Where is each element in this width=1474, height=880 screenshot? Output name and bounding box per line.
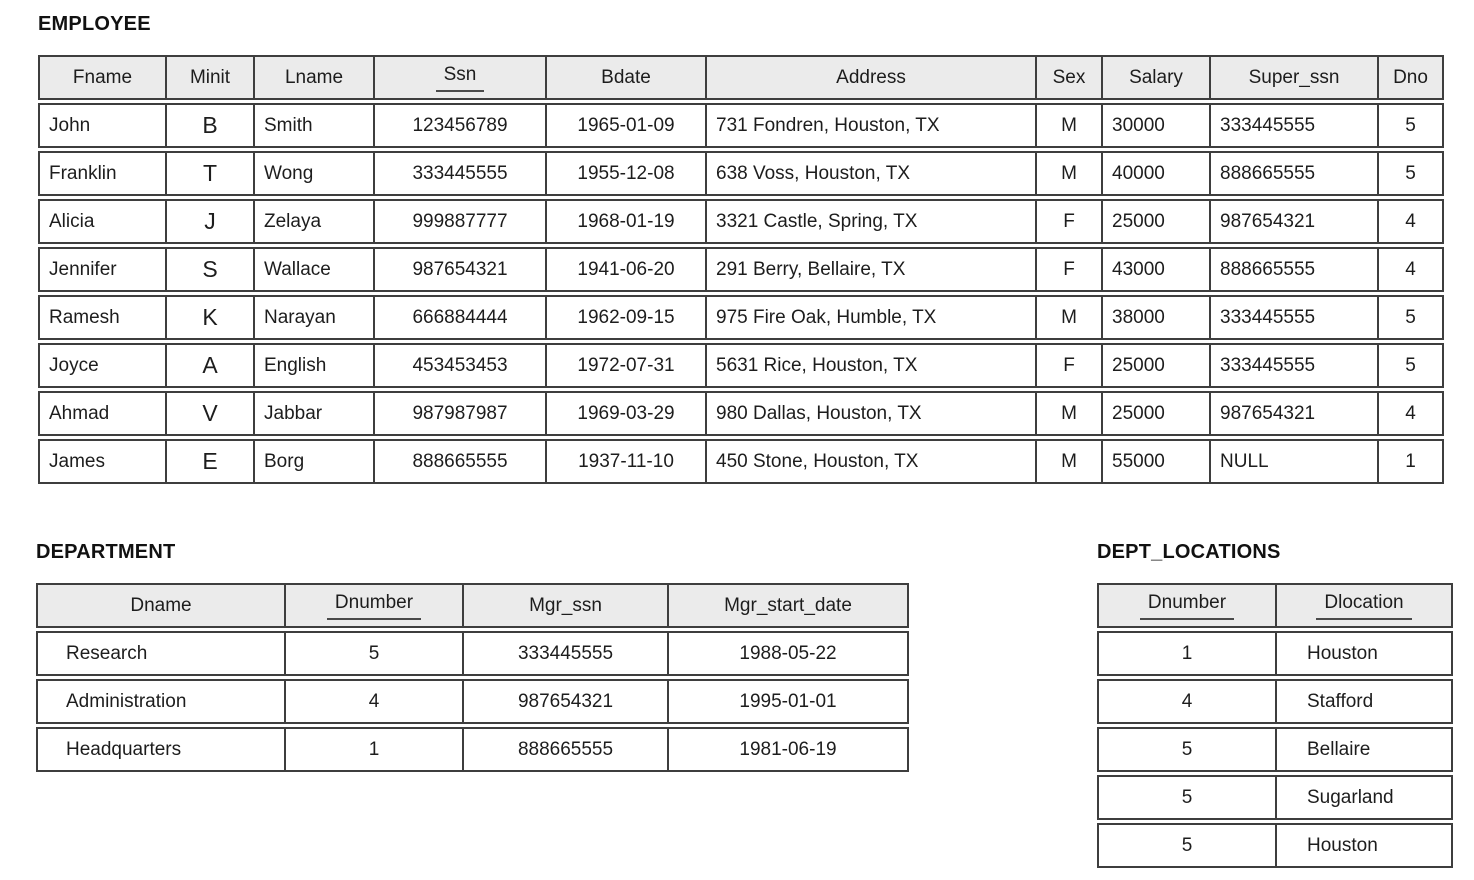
table-cell: 30000 xyxy=(1101,105,1209,146)
col-header-mgr_start_date xyxy=(667,585,907,626)
table-cell: K xyxy=(165,297,253,338)
table-cell: 999887777 xyxy=(373,201,545,242)
table-cell: 987654321 xyxy=(462,681,667,722)
dept_locations-row-4 xyxy=(1097,823,1453,868)
col-header-lname xyxy=(253,57,373,98)
table-cell: Stafford xyxy=(1275,681,1451,722)
department-header-row xyxy=(36,583,909,628)
department-row-1 xyxy=(36,679,909,724)
table-cell: 5631 Rice, Houston, TX xyxy=(705,345,1035,386)
table-cell: 40000 xyxy=(1101,153,1209,194)
table-cell: 1968-01-19 xyxy=(545,201,705,242)
attribute-label: Bdate xyxy=(601,66,651,88)
table-cell: A xyxy=(165,345,253,386)
table-cell: 1972-07-31 xyxy=(545,345,705,386)
table-cell: 1965-01-09 xyxy=(545,105,705,146)
table-cell: 666884444 xyxy=(373,297,545,338)
department-table-section xyxy=(36,540,909,772)
table-cell: Headquarters xyxy=(66,738,182,760)
dept_locations-row-0 xyxy=(1097,631,1453,676)
employee-row-3 xyxy=(38,247,1444,292)
attribute-label: Mgr_start_date xyxy=(724,594,852,616)
table-cell: 1937-11-10 xyxy=(545,441,705,482)
employee-row-5 xyxy=(38,343,1444,388)
dept-locations-table xyxy=(1097,583,1453,868)
attribute-label: Salary xyxy=(1129,66,1183,88)
table-cell: 1 xyxy=(284,729,462,770)
col-header-minit xyxy=(165,57,253,98)
table-cell: 4 xyxy=(1377,393,1442,434)
dept_locations-row-3 xyxy=(1097,775,1453,820)
col-header-super_ssn xyxy=(1209,57,1377,98)
table-cell: 888665555 xyxy=(373,441,545,482)
table-cell: 5 xyxy=(1377,345,1442,386)
table-cell: Ramesh xyxy=(49,306,120,328)
table-cell: 291 Berry, Bellaire, TX xyxy=(705,249,1035,290)
dept_locations-row-1 xyxy=(1097,679,1453,724)
table-cell: Alicia xyxy=(49,210,95,232)
table-cell: Administration xyxy=(66,690,187,712)
employee-row-7 xyxy=(38,439,1444,484)
table-cell: 987987987 xyxy=(373,393,545,434)
table-cell: 888665555 xyxy=(1209,153,1377,194)
table-cell: Houston xyxy=(1275,633,1451,674)
table-cell: M xyxy=(1035,153,1101,194)
table-cell: F xyxy=(1035,201,1101,242)
table-cell: 975 Fire Oak, Humble, TX xyxy=(705,297,1035,338)
dept_locations-header-row xyxy=(1097,583,1453,628)
table-cell: 3321 Castle, Spring, TX xyxy=(705,201,1035,242)
table-cell: 333445555 xyxy=(1209,105,1377,146)
table-cell: Research xyxy=(66,642,148,664)
table-cell: 888665555 xyxy=(462,729,667,770)
table-cell: 1 xyxy=(1377,441,1442,482)
key-attribute-label: Ssn xyxy=(436,63,485,92)
table-cell: 1995-01-01 xyxy=(667,681,907,722)
col-header-salary xyxy=(1101,57,1209,98)
employee-row-6 xyxy=(38,391,1444,436)
attribute-label: Fname xyxy=(72,66,133,88)
table-cell: Narayan xyxy=(253,297,373,338)
table-cell: 5 xyxy=(1377,105,1442,146)
attribute-label: Address xyxy=(836,66,906,88)
department-row-0 xyxy=(36,631,909,676)
table-cell: M xyxy=(1035,105,1101,146)
department-table-title: DEPARTMENT xyxy=(36,541,176,563)
table-cell: 333445555 xyxy=(1209,297,1377,338)
table-cell: 4 xyxy=(1377,249,1442,290)
table-cell: M xyxy=(1035,297,1101,338)
table-cell: 731 Fondren, Houston, TX xyxy=(705,105,1035,146)
dept-locations-table-title: DEPT_LOCATIONS xyxy=(1097,541,1281,563)
table-cell: Joyce xyxy=(49,354,99,376)
attribute-label: Super_ssn xyxy=(1248,66,1340,88)
table-cell: John xyxy=(49,114,91,136)
table-cell: Houston xyxy=(1275,825,1451,866)
table-cell: Borg xyxy=(253,441,373,482)
table-cell: Wallace xyxy=(253,249,373,290)
col-header-dno xyxy=(1377,57,1442,98)
attribute-label: Dname xyxy=(130,594,192,616)
col-header-ssn xyxy=(373,57,545,98)
key-attribute-label: Dnumber xyxy=(327,591,421,620)
table-cell: F xyxy=(1035,345,1101,386)
table-cell: 5 xyxy=(1377,297,1442,338)
table-cell: J xyxy=(165,201,253,242)
table-cell: Franklin xyxy=(49,162,117,184)
table-cell: 4 xyxy=(284,681,462,722)
table-cell: T xyxy=(165,153,253,194)
table-cell: 5 xyxy=(1181,834,1193,856)
table-cell: 1969-03-29 xyxy=(545,393,705,434)
col-header-mgr_ssn xyxy=(462,585,667,626)
employee-header-row xyxy=(38,55,1444,100)
table-cell: 453453453 xyxy=(373,345,545,386)
table-cell: 1988-05-22 xyxy=(667,633,907,674)
attribute-label: Minit xyxy=(189,66,231,88)
employee-row-4 xyxy=(38,295,1444,340)
table-cell: M xyxy=(1035,393,1101,434)
table-cell: M xyxy=(1035,441,1101,482)
table-cell: 987654321 xyxy=(1209,201,1377,242)
key-attribute-label: Dnumber xyxy=(1140,591,1234,620)
dept-locations-table-section xyxy=(1097,540,1453,868)
table-cell: NULL xyxy=(1209,441,1377,482)
table-cell: 450 Stone, Houston, TX xyxy=(705,441,1035,482)
table-cell: 43000 xyxy=(1101,249,1209,290)
table-cell: 1941-06-20 xyxy=(545,249,705,290)
employee-table xyxy=(38,55,1444,484)
attribute-label: Lname xyxy=(284,66,344,88)
table-cell: Ahmad xyxy=(49,402,110,424)
table-cell: Jabbar xyxy=(253,393,373,434)
table-cell: 1981-06-19 xyxy=(667,729,907,770)
table-cell: 333445555 xyxy=(373,153,545,194)
table-cell: Zelaya xyxy=(253,201,373,242)
table-cell: 4 xyxy=(1181,690,1193,712)
employee-row-2 xyxy=(38,199,1444,244)
table-cell: 1962-09-15 xyxy=(545,297,705,338)
table-cell: Bellaire xyxy=(1275,729,1451,770)
table-cell: James xyxy=(49,450,105,472)
employee-row-1 xyxy=(38,151,1444,196)
col-header-dnumber xyxy=(284,585,462,626)
table-cell: 5 xyxy=(1181,786,1193,808)
col-header-dnumber xyxy=(1099,585,1275,626)
table-cell: 980 Dallas, Houston, TX xyxy=(705,393,1035,434)
employee-table-title: EMPLOYEE xyxy=(38,13,151,35)
table-cell: 4 xyxy=(1377,201,1442,242)
table-cell: 1955-12-08 xyxy=(545,153,705,194)
col-header-dname xyxy=(38,585,284,626)
table-cell: 25000 xyxy=(1101,393,1209,434)
dept_locations-row-2 xyxy=(1097,727,1453,772)
table-cell: V xyxy=(165,393,253,434)
table-cell: Jennifer xyxy=(49,258,117,280)
table-cell: Wong xyxy=(253,153,373,194)
col-header-sex xyxy=(1035,57,1101,98)
table-cell: 888665555 xyxy=(1209,249,1377,290)
attribute-label: Dno xyxy=(1393,66,1428,88)
table-cell: 5 xyxy=(1181,738,1193,760)
table-cell: E xyxy=(165,441,253,482)
attribute-label: Mgr_ssn xyxy=(529,594,602,616)
employee-table-section xyxy=(38,12,1444,484)
table-cell: 333445555 xyxy=(1209,345,1377,386)
table-cell: English xyxy=(253,345,373,386)
table-cell: S xyxy=(165,249,253,290)
table-cell: 333445555 xyxy=(462,633,667,674)
table-cell: 38000 xyxy=(1101,297,1209,338)
col-header-bdate xyxy=(545,57,705,98)
department-table xyxy=(36,583,909,772)
table-cell: 987654321 xyxy=(1209,393,1377,434)
key-attribute-label: Dlocation xyxy=(1316,591,1411,620)
table-cell: 123456789 xyxy=(373,105,545,146)
table-cell: 638 Voss, Houston, TX xyxy=(705,153,1035,194)
table-cell: 5 xyxy=(284,633,462,674)
table-cell: Sugarland xyxy=(1275,777,1451,818)
employee-row-0 xyxy=(38,103,1444,148)
table-cell: 1 xyxy=(1181,642,1193,664)
table-cell: 55000 xyxy=(1101,441,1209,482)
col-header-address xyxy=(705,57,1035,98)
attribute-label: Sex xyxy=(1052,66,1086,88)
table-cell: F xyxy=(1035,249,1101,290)
table-cell: 25000 xyxy=(1101,345,1209,386)
col-header-dlocation xyxy=(1275,585,1451,626)
department-row-2 xyxy=(36,727,909,772)
table-cell: 5 xyxy=(1377,153,1442,194)
col-header-fname xyxy=(40,57,165,98)
table-cell: B xyxy=(165,105,253,146)
table-cell: 987654321 xyxy=(373,249,545,290)
table-cell: Smith xyxy=(253,105,373,146)
table-cell: 25000 xyxy=(1101,201,1209,242)
